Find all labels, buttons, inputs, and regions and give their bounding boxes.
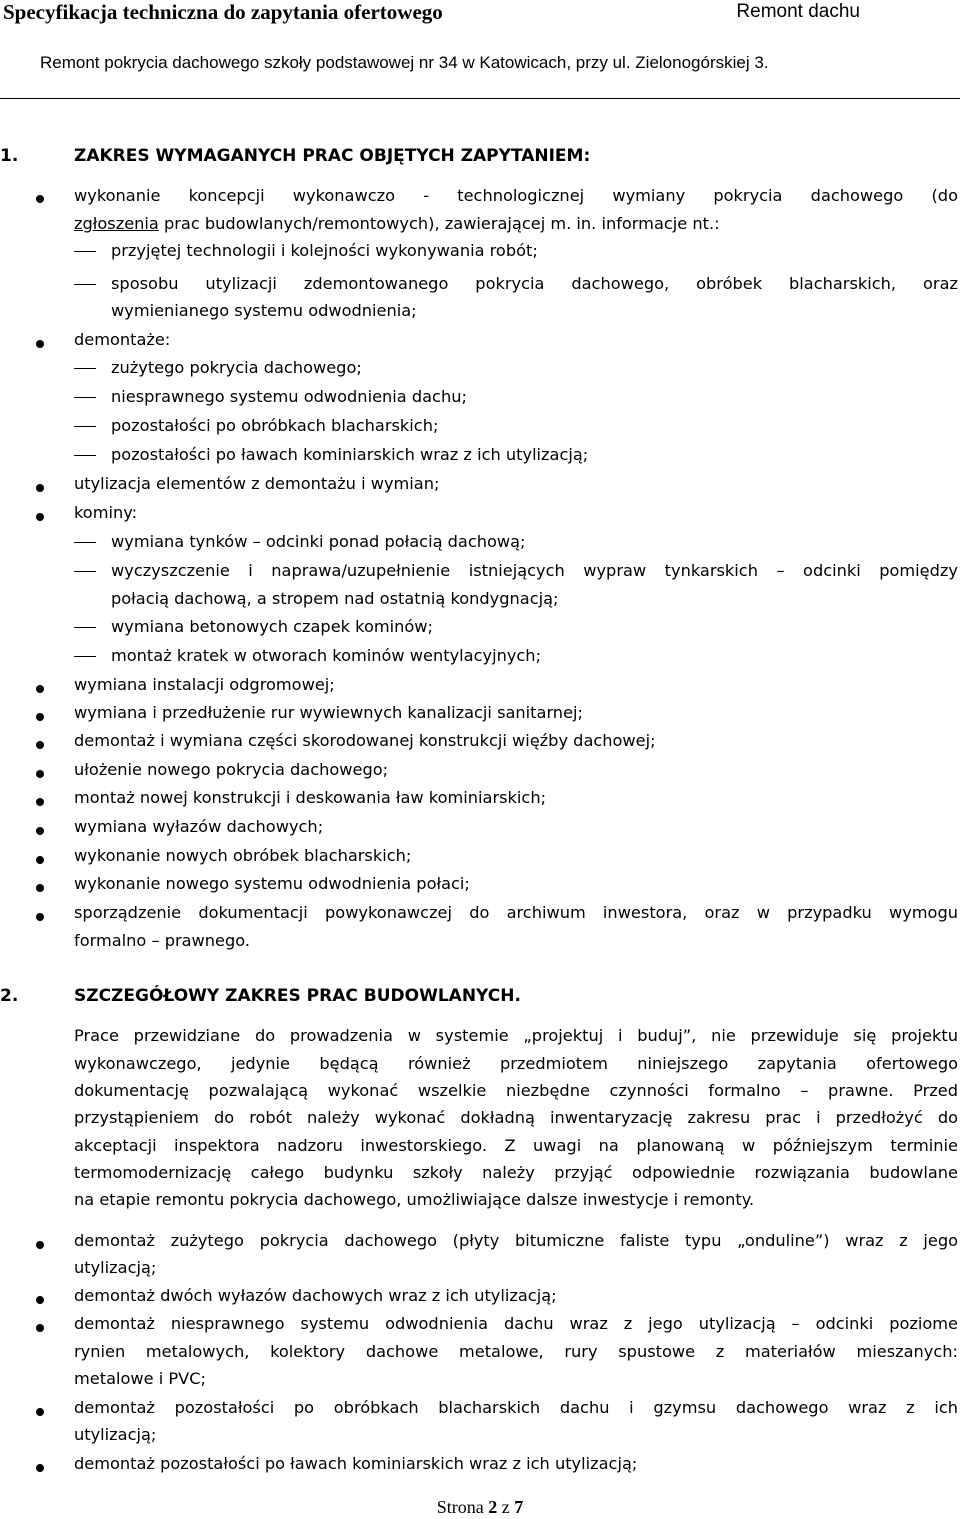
sub-item: zużytego pokrycia dachowego;	[111, 358, 362, 377]
sub-item: wymiana tynków – odcinki ponad połacią dachową;	[111, 532, 526, 551]
bullet-dot	[36, 1324, 44, 1332]
list-item: wymiana wyłazów dachowych;	[74, 817, 324, 836]
list-item-continuation	[74, 214, 720, 233]
section-title: ZAKRES WYMAGANYCH PRAC OBJĘTYCH ZAPYTANIEM:	[74, 146, 591, 166]
document-title: Specyfikacja techniczna do zapytania ofertowego	[3, 0, 443, 24]
dash-marker	[74, 656, 96, 657]
list-item: kominy:	[74, 503, 138, 522]
dash-marker	[74, 426, 96, 427]
footer-separator: z	[497, 1497, 515, 1517]
list-item-text: prac budowlanych/remontowych), zawierającej m. in. informacje nt.:	[158, 214, 720, 233]
section-number: 2.	[0, 986, 19, 1006]
list-item: montaż nowej konstrukcji i deskowania ław kominiarskich;	[74, 788, 547, 807]
bullet-dot	[36, 770, 44, 778]
bullet-dot	[36, 1464, 44, 1472]
bullet-dot	[36, 798, 44, 806]
dash-marker	[74, 368, 96, 369]
list-item-continuation: utylizacją;	[74, 1425, 157, 1444]
header-divider	[0, 98, 960, 99]
sub-item: sposobu utylizacji zdemontowanego pokrycia dachowego, obróbek blacharskich, oraz	[111, 274, 958, 293]
bullet-dot	[36, 884, 44, 892]
bullet-dot	[36, 913, 44, 921]
sub-item: przyjętej technologii i kolejności wykonywania robót;	[111, 241, 538, 260]
list-item: wykonanie koncepcji wykonawczo - technologicznej wymiany pokrycia dachowego (do	[74, 186, 958, 205]
bullet-dot	[36, 1408, 44, 1416]
sub-item: wyczyszczenie i naprawa/uzupełnienie istniejących wypraw tynkarskich – odcinki pomiędzy	[111, 561, 958, 580]
sub-item: montaż kratek w otworach kominów wentylacyjnych;	[111, 646, 542, 665]
bullet-dot	[36, 1241, 44, 1249]
dash-marker	[74, 627, 96, 628]
list-item: demontaż pozostałości po obróbkach blacharskich dachu i gzymsu dachowego wraz z ich	[74, 1398, 958, 1417]
bullet-dot	[36, 685, 44, 693]
sub-item: pozostałości po ławach kominiarskich wraz z ich utylizacją;	[111, 445, 589, 464]
list-item-continuation: utylizacją;	[74, 1258, 157, 1277]
list-item: sporządzenie dokumentacji powykonawczej do archiwum inwestora, oraz w przypadku wymogu	[74, 903, 958, 922]
paragraph-line: dokumentację pozwalającą wykonać wszelkie niezbędne czynności formalno – prawne. Przed	[74, 1081, 958, 1100]
page-footer	[0, 1497, 960, 1518]
list-item: ułożenie nowego pokrycia dachowego;	[74, 760, 389, 779]
paragraph-line: termomodernizację całego budynku szkoły należy przyjąć odpowiednie rozwiązania budowlane	[74, 1163, 958, 1182]
list-item: demontaż niesprawnego systemu odwodnienia dachu wraz z jego utylizacją – odcinki poziome	[74, 1314, 958, 1333]
sub-item: niesprawnego systemu odwodnienia dachu;	[111, 387, 467, 406]
paragraph-line: wykonawczego, jedynie będącą również przedmiotem niniejszego zapytania ofertowego	[74, 1054, 958, 1073]
footer-prefix: Strona	[436, 1497, 489, 1517]
list-item: wymiana instalacji odgromowej;	[74, 675, 335, 694]
dash-marker	[74, 284, 96, 285]
bullet-dot	[36, 513, 44, 521]
paragraph-line: Prace przewidziane do prowadzenia w systemie „projektuj i buduj”, nie przewiduje się projektu	[74, 1026, 958, 1045]
bullet-dot	[36, 484, 44, 492]
document-subtitle: Remont pokrycia dachowego szkoły podstawowej nr 34 w Katowicach, przy ul. Zielonogórskiej 3.	[40, 53, 769, 72]
dash-marker	[74, 397, 96, 398]
header-right-label: Remont dachu	[736, 1, 860, 22]
list-item: demontaże:	[74, 330, 171, 349]
sub-item-continuation: wymienianego systemu odwodnienia;	[111, 301, 417, 320]
list-item: demontaż dwóch wyłazów dachowych wraz z ich utylizacją;	[74, 1286, 557, 1305]
underlined-word: zgłoszenia	[74, 214, 159, 233]
footer-page-number: 2	[488, 1497, 498, 1517]
list-item-continuation: metalowe i PVC;	[74, 1369, 206, 1388]
sub-item-continuation: połacią dachową, a stropem nad ostatnią kondygnacją;	[111, 589, 559, 608]
bullet-dot	[36, 340, 44, 348]
bullet-dot	[36, 827, 44, 835]
bullet-dot	[36, 713, 44, 721]
footer-page-total: 7	[514, 1497, 524, 1517]
bullet-dot	[36, 195, 44, 203]
list-item: wykonanie nowych obróbek blacharskich;	[74, 846, 412, 865]
list-item: demontaż i wymiana części skorodowanej konstrukcji więźby dachowej;	[74, 731, 656, 750]
list-item: demontaż pozostałości po ławach kominiarskich wraz z ich utylizacją;	[74, 1454, 638, 1473]
section-number: 1.	[0, 146, 19, 166]
list-item-continuation: rynien metalowych, kolektory dachowe metalowe, rury spustowe z materiałów mieszanych:	[74, 1342, 958, 1361]
bullet-dot	[36, 741, 44, 749]
bullet-dot	[36, 856, 44, 864]
list-item: wymiana i przedłużenie rur wywiewnych kanalizacji sanitarnej;	[74, 703, 583, 722]
paragraph-line: akceptacji inspektora nadzoru inwestorskiego. Z uwagi na planowaną w późniejszym terminie	[74, 1136, 958, 1155]
bullet-dot	[36, 1296, 44, 1304]
list-item: wykonanie nowego systemu odwodnienia połaci;	[74, 874, 470, 893]
paragraph-line: na etapie remontu pokrycia dachowego, umożliwiające dalsze inwestycje i remonty.	[74, 1190, 755, 1209]
dash-marker	[74, 542, 96, 543]
list-item-continuation: formalno – prawnego.	[74, 931, 251, 950]
section-title: SZCZEGÓŁOWY ZAKRES PRAC BUDOWLANYCH.	[74, 986, 521, 1006]
list-item: utylizacja elementów z demontażu i wymian;	[74, 474, 440, 493]
paragraph-line: przystąpieniem do robót należy wykonać dokładną inwentaryzację zakresu prac i przedłożyć do	[74, 1108, 958, 1127]
list-item: demontaż zużytego pokrycia dachowego (płyty bitumiczne faliste typu „onduline”) wraz z jego	[74, 1231, 958, 1250]
dash-marker	[74, 455, 96, 456]
dash-marker	[74, 571, 96, 572]
sub-item: wymiana betonowych czapek kominów;	[111, 617, 433, 636]
sub-item: pozostałości po obróbkach blacharskich;	[111, 416, 439, 435]
dash-marker	[74, 251, 96, 252]
